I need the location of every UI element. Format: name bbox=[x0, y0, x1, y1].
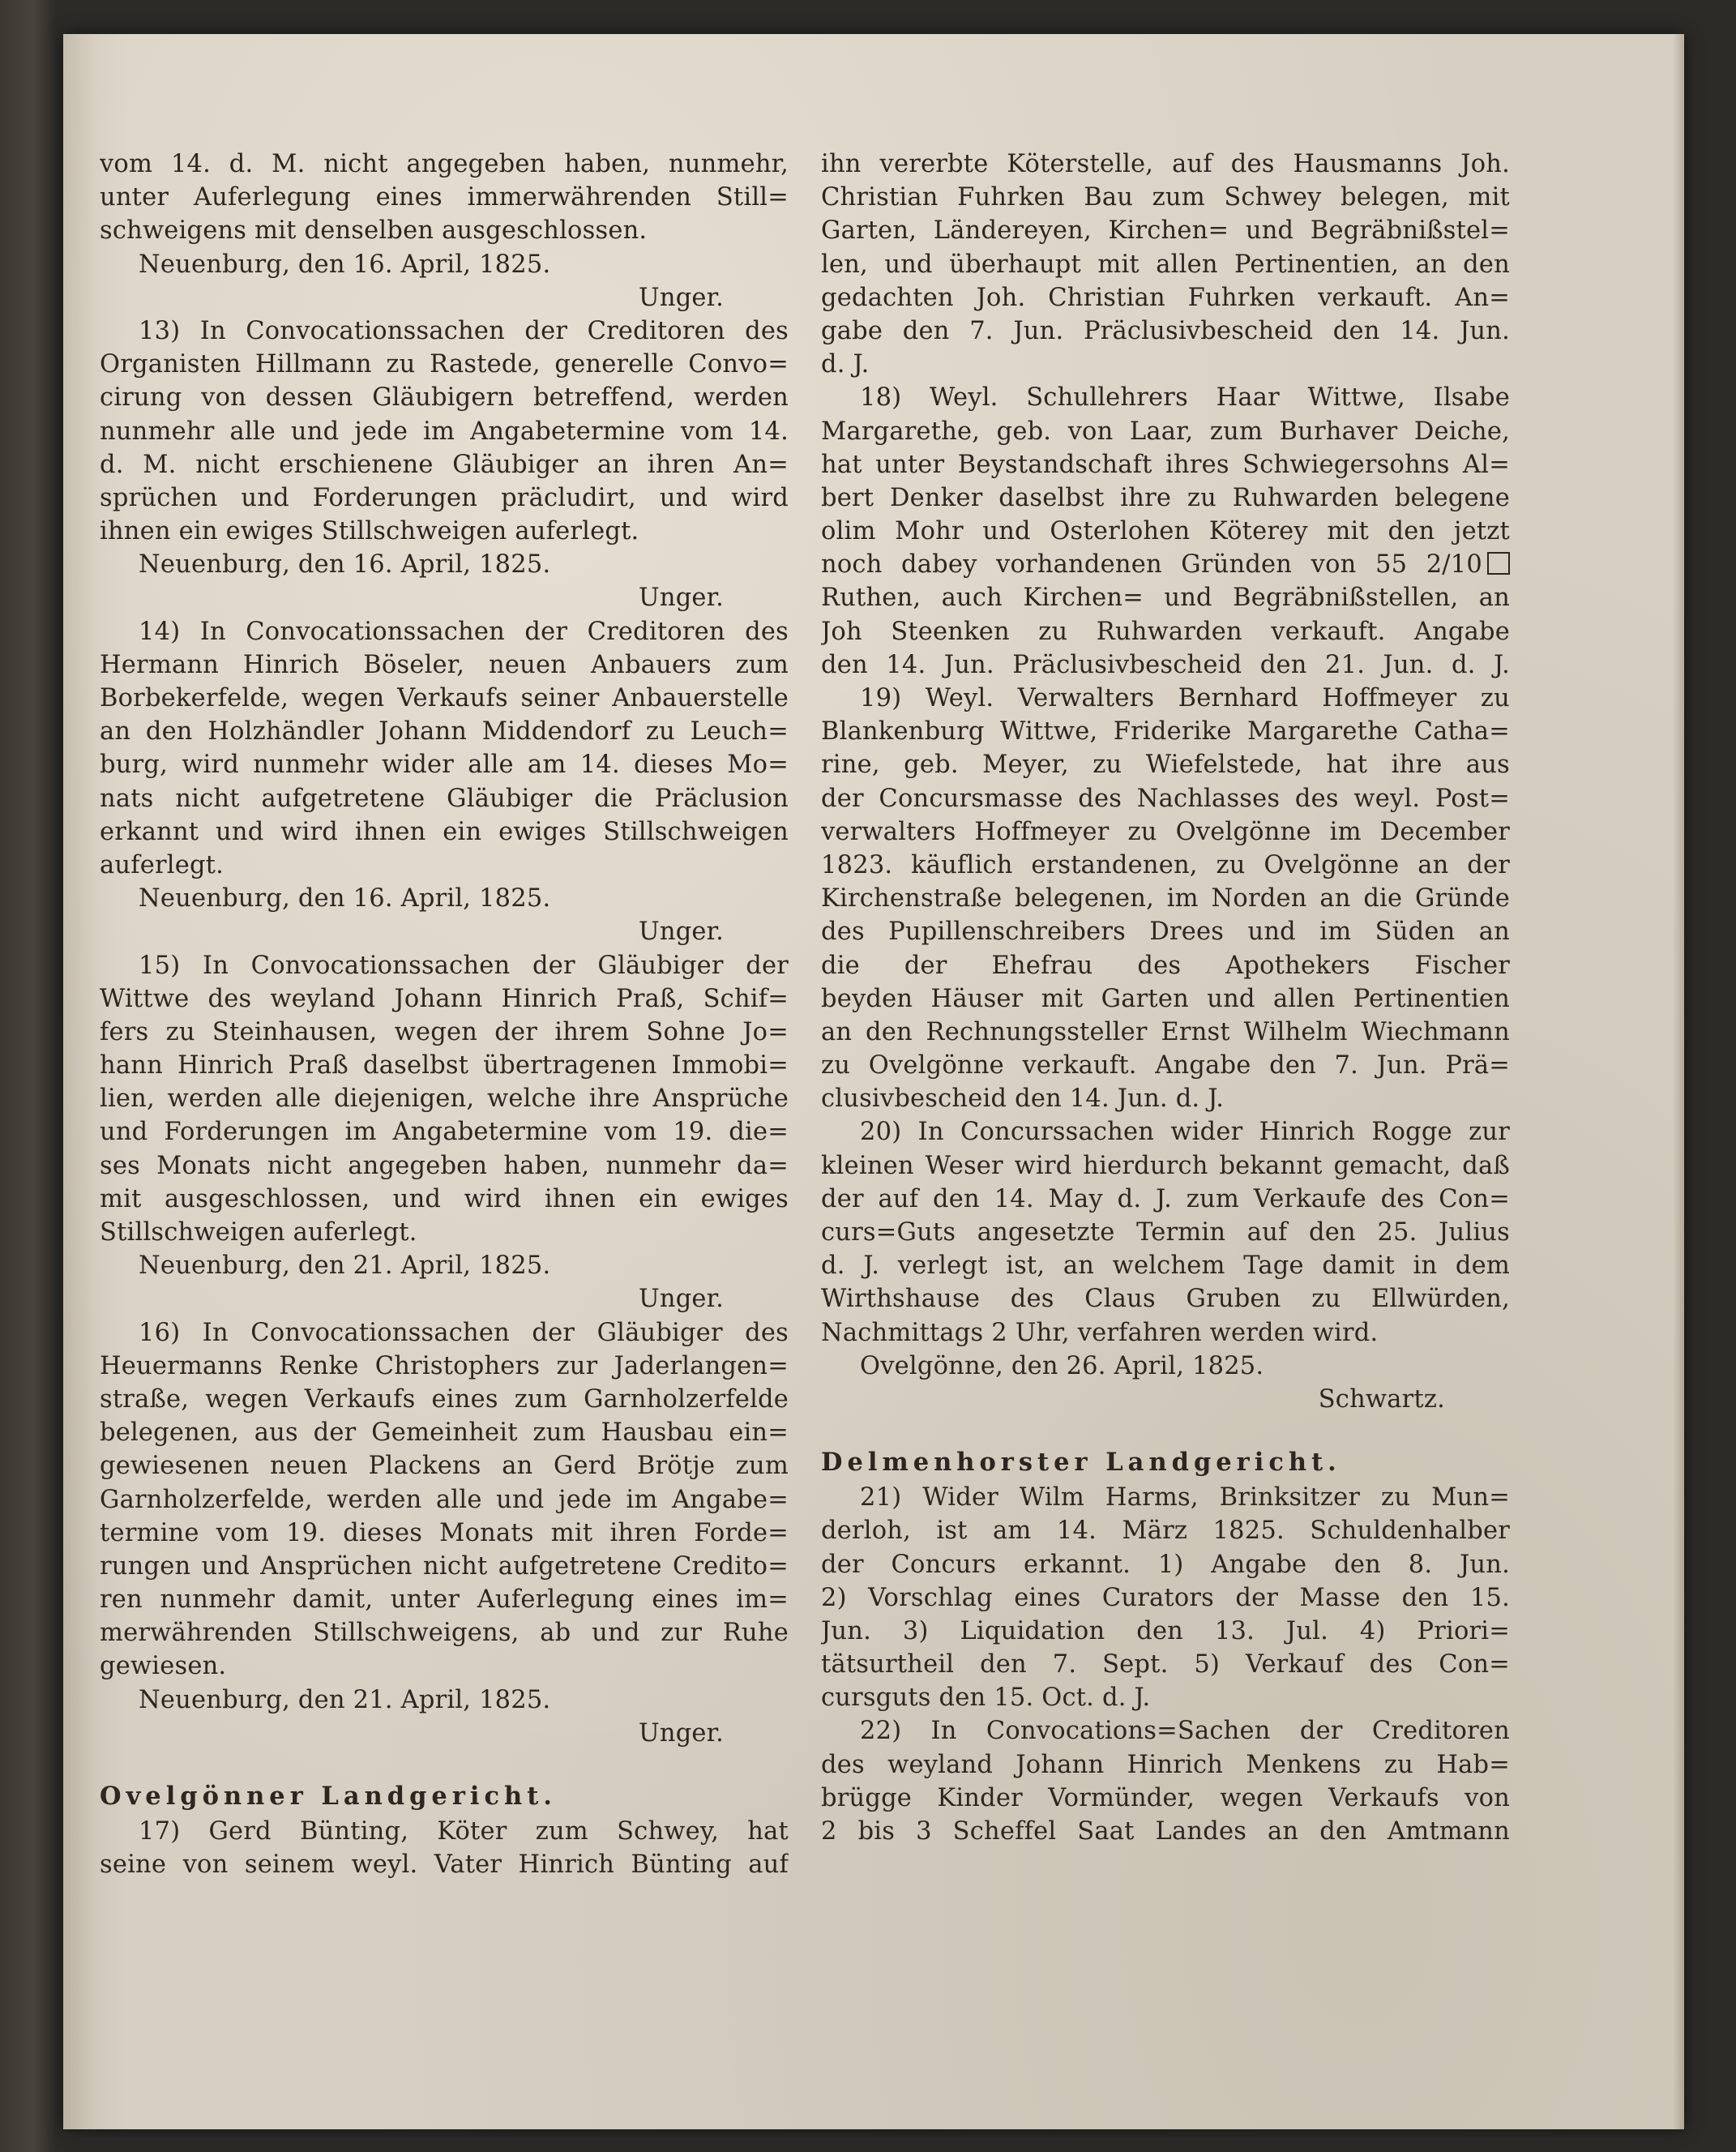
text-line: zu Ovelgönne verkauft. Angabe den 7. Jun. Prä= bbox=[821, 1051, 1510, 1080]
dateline: Neuenburg, den 16. April, 1825. bbox=[139, 884, 551, 913]
text-line: an den Holzhändler Johann Middendorf zu Leuch= bbox=[100, 717, 789, 747]
square-unit-icon bbox=[1487, 552, 1510, 575]
text-line: seine von seinem weyl. Vater Hinrich Bünting auf bbox=[100, 1850, 789, 1880]
text-line: fers zu Steinhausen, wegen der ihrem Sohne Jo= bbox=[100, 1017, 789, 1046]
text-line: merwährenden Stillschweigens, ab und zur Ruhe bbox=[100, 1619, 789, 1648]
text-line: tätsurtheil den 7. Sept. 5) Verkauf des Con= bbox=[821, 1650, 1510, 1679]
paragraph-start-line: 22) In Convocations=Sachen der Creditoren bbox=[860, 1717, 1510, 1746]
dateline: Neuenburg, den 21. April, 1825. bbox=[139, 1685, 551, 1714]
section-heading: Delmenhorster Landgericht. bbox=[821, 1448, 1341, 1478]
paragraph-end-line: clusivbescheid den 14. Jun. d. J. bbox=[821, 1085, 1225, 1114]
text-line: len, und überhaupt mit allen Pertinentien, an den bbox=[821, 250, 1510, 279]
text-line: rine, geb. Meyer, zu Wiefelstede, hat ihre aus bbox=[821, 751, 1510, 780]
dateline: Ovelgönne, den 26. April, 1825. bbox=[860, 1351, 1264, 1380]
right-text-column bbox=[821, 148, 1510, 1848]
text-line: Christian Fuhrken Bau zum Schwey belegen, mit bbox=[821, 183, 1510, 212]
text-line: Kirchenstraße belegenen, im Norden an die Gründe bbox=[821, 884, 1510, 913]
paragraph-end-line: auferlegt. bbox=[100, 850, 224, 879]
text-line: cirung von dessen Gläubigern betreffend, werden bbox=[100, 383, 789, 413]
text-line: Organisten Hillmann zu Rastede, generelle Convo= bbox=[100, 350, 789, 379]
text-line: Heuermanns Renke Christophers zur Jaderlangen= bbox=[100, 1351, 789, 1380]
paragraph-end-line: gewiesen. bbox=[100, 1652, 227, 1681]
text-line: mit ausgeschlossen, und wird ihnen ein ewiges bbox=[100, 1184, 789, 1213]
paragraph-end-line: Stillschweigen auferlegt. bbox=[100, 1218, 417, 1247]
text-line: und Forderungen im Angabetermine vom 19. die= bbox=[100, 1118, 789, 1147]
signature-line: Unger. bbox=[638, 1718, 724, 1748]
paragraph-end-line: schweigens mit denselben ausgeschlossen. bbox=[100, 216, 648, 246]
text-line: Wittwe des weyland Johann Hinrich Praß, Schif= bbox=[100, 984, 789, 1013]
signature-line: Unger. bbox=[638, 283, 724, 312]
text-line: d. J. verlegt ist, an welchem Tage damit in dem bbox=[821, 1251, 1510, 1281]
paragraph-start-line: 17) Gerd Bünting, Köter zum Schwey, hat bbox=[139, 1817, 789, 1846]
text-line: Joh Steenken zu Ruhwarden verkauft. Angabe bbox=[821, 617, 1510, 646]
text-line: nunmehr alle und jede im Angabetermine vom 14. bbox=[100, 417, 789, 446]
text-line: die der Ehefrau des Apothekers Fischer bbox=[821, 951, 1510, 980]
section-gap bbox=[821, 1416, 1510, 1427]
text-line: Blankenburg Wittwe, Friderike Margarethe Catha= bbox=[821, 717, 1510, 747]
left-text-column bbox=[100, 148, 789, 1881]
text-line: der Concurs erkannt. 1) Angabe den 8. Jun. bbox=[821, 1550, 1510, 1579]
text-line: nats nicht aufgetretene Gläubiger die Präclusion bbox=[100, 784, 789, 813]
paragraph-start-line: 15) In Convocationssachen der Gläubiger der bbox=[139, 951, 789, 980]
text-line: lien, werden alle diejenigen, welche ihre Ansprüche bbox=[100, 1085, 789, 1114]
signature-line: Unger. bbox=[638, 584, 724, 613]
signature-line: Unger. bbox=[638, 1285, 724, 1314]
text-line: brügge Kinder Vormünder, wegen Verkaufs von bbox=[821, 1783, 1510, 1812]
paragraph-start-line: 13) In Convocationssachen der Creditoren des bbox=[139, 316, 789, 345]
text-line: sprüchen und Forderungen präcludirt, und wird bbox=[100, 483, 789, 512]
text-line: kleinen Weser wird hierdurch bekannt gemacht, daß bbox=[821, 1151, 1510, 1180]
text-line: den 14. Jun. Präclusivbescheid den 21. Jun. d. J. bbox=[821, 650, 1510, 679]
text-line: an den Rechnungssteller Ernst Wilhelm Wiechmann bbox=[821, 1017, 1510, 1046]
text-line: straße, wegen Verkaufs eines zum Garnholzerfelde bbox=[100, 1384, 789, 1414]
book-page bbox=[63, 34, 1684, 2129]
paragraph-end-line: ihnen ein ewiges Stillschweigen auferlegt. bbox=[100, 517, 639, 546]
text-line: ihn vererbte Köterstelle, auf des Hausmanns Joh. bbox=[821, 150, 1510, 178]
section-heading: Ovelgönner Landgericht. bbox=[100, 1782, 557, 1811]
text-line: Borbekerfelde, wegen Verkaufs seiner Anbauerstelle bbox=[100, 684, 789, 712]
text-line: olim Mohr und Osterlohen Köterey mit den jetzt bbox=[821, 517, 1510, 546]
text-line: curs=Guts angesetzte Termin auf den 25. Julius bbox=[821, 1218, 1510, 1247]
text-line: vom 14. d. M. nicht angegeben haben, nunmehr, bbox=[100, 150, 789, 178]
paragraph-start-line: 20) In Concurssachen wider Hinrich Rogge zur bbox=[860, 1118, 1510, 1147]
signature-line: Unger. bbox=[638, 918, 724, 947]
text-line: rungen und Ansprüchen nicht aufgetretene Credito= bbox=[100, 1551, 789, 1581]
text-line: Garnholzerfelde, werden alle und jede im Angabe= bbox=[100, 1485, 789, 1514]
text-line: erkannt und wird ihnen ein ewiges Stillschweigen bbox=[100, 817, 789, 846]
text-line: Wirthshause des Claus Gruben zu Ellwürden, bbox=[821, 1285, 1510, 1314]
page-edge-shadow bbox=[1673, 34, 1684, 2129]
text-line: hann Hinrich Praß daselbst übertragenen Immobi= bbox=[100, 1051, 789, 1080]
text-line: d. M. nicht erschienene Gläubiger an ihren An= bbox=[100, 450, 789, 479]
text-line: des Pupillenschreibers Drees und im Süden an bbox=[821, 918, 1510, 947]
text-line: 2 bis 3 Scheffel Saat Landes an den Amtmann bbox=[821, 1817, 1510, 1846]
text-line: unter Auferlegung eines immerwährenden Still= bbox=[100, 183, 789, 212]
text-line: der auf den 14. May d. J. zum Verkaufe des Con= bbox=[821, 1184, 1510, 1213]
text-line: Garten, Ländereyen, Kirchen= und Begräbnißstel= bbox=[821, 216, 1510, 246]
text-line: termine vom 19. dieses Monats mit ihren Forde= bbox=[100, 1518, 789, 1547]
text-line: des weyland Johann Hinrich Menkens zu Hab= bbox=[821, 1750, 1510, 1779]
paragraph-start-line: 16) In Convocationssachen der Gläubiger des bbox=[139, 1318, 789, 1347]
text-line: ren nunmehr damit, unter Auferlegung eines im= bbox=[100, 1585, 789, 1615]
signature-line: Schwartz. bbox=[1318, 1384, 1445, 1414]
text-line: gewiesenen neuen Plackens an Gerd Brötje zum bbox=[100, 1452, 789, 1481]
paragraph-end-line: d. J. bbox=[821, 350, 870, 379]
text-line: hat unter Beystandschaft ihres Schwiegersohns Al= bbox=[821, 450, 1510, 479]
paragraph-end-line: Nachmittags 2 Uhr, verfahren werden wird. bbox=[821, 1318, 1379, 1347]
text-line: Hermann Hinrich Böseler, neuen Anbauers zum bbox=[100, 650, 789, 679]
text-line: derloh, ist am 14. März 1825. Schuldenhalber bbox=[821, 1517, 1510, 1546]
paragraph-start-line: 18) Weyl. Schullehrers Haar Wittwe, Ilsabe bbox=[860, 383, 1510, 413]
text-line: 2) Vorschlag eines Curators der Masse den 15. bbox=[821, 1583, 1510, 1612]
text-line: burg, wird nunmehr wider alle am 14. dieses Mo= bbox=[100, 751, 789, 780]
text-line: Margarethe, geb. von Laar, zum Burhaver Deiche, bbox=[821, 417, 1510, 446]
text-line: belegenen, aus der Gemeinheit zum Hausbau ein= bbox=[100, 1418, 789, 1448]
dateline: Neuenburg, den 16. April, 1825. bbox=[139, 250, 551, 279]
text-line: noch dabey vorhandenen Gründen von 55 2/10 bbox=[821, 548, 1510, 581]
paragraph-start-line: 21) Wider Wilm Harms, Brinksitzer zu Mun= bbox=[860, 1483, 1510, 1512]
text-line: Jun. 3) Liquidation den 13. Jul. 4) Priori= bbox=[821, 1616, 1510, 1645]
text-line: 1823. käuflich erstandenen, zu Ovelgönne an der bbox=[821, 850, 1510, 879]
text-line: Ruthen, auch Kirchen= und Begräbnißstellen, an bbox=[821, 584, 1510, 613]
text-line: gedachten Joh. Christian Fuhrken verkauft. An= bbox=[821, 283, 1510, 312]
text-line: bert Denker daselbst ihre zu Ruhwarden belegene bbox=[821, 483, 1510, 512]
text-line: ses Monats nicht angegeben haben, nunmehr da= bbox=[100, 1151, 789, 1180]
text-line: gabe den 7. Jun. Präclusivbescheid den 14. Jun. bbox=[821, 316, 1510, 345]
text-line: beyden Häuser mit Garten und allen Pertinentien bbox=[821, 984, 1510, 1013]
dateline: Neuenburg, den 21. April, 1825. bbox=[139, 1251, 551, 1281]
text-line: verwalters Hoffmeyer zu Ovelgönne im December bbox=[821, 817, 1510, 846]
section-gap bbox=[100, 1750, 789, 1761]
paragraph-start-line: 19) Weyl. Verwalters Bernhard Hoffmeyer zu bbox=[860, 684, 1510, 712]
text-line: der Concursmasse des Nachlasses des weyl. Post= bbox=[821, 784, 1510, 813]
paragraph-start-line: 14) In Convocationssachen der Creditoren des bbox=[139, 617, 789, 646]
paragraph-end-line: cursguts den 15. Oct. d. J. bbox=[821, 1684, 1151, 1713]
dateline: Neuenburg, den 16. April, 1825. bbox=[139, 550, 551, 580]
